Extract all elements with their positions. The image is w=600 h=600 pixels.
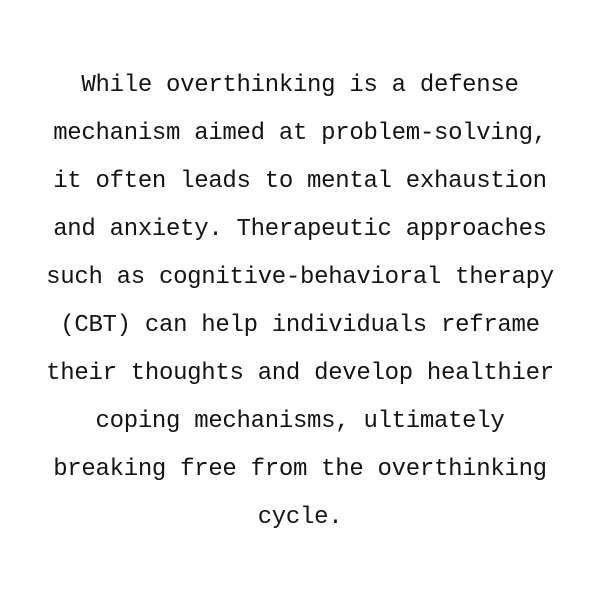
quote-text	[0, 62, 600, 542]
quote-line-4: and anxiety. Therapeutic approaches	[53, 216, 547, 243]
quote-line-9: breaking free from the overthinking	[53, 456, 547, 483]
quote-line-10: cycle.	[257, 504, 343, 531]
quote-line-1: While overthinking is a defense	[81, 72, 519, 99]
quote-line-2: mechanism aimed at problem-solving,	[53, 120, 547, 147]
quote-line-8: coping mechanisms, ultimately	[95, 408, 505, 435]
quote-line-3: it often leads to mental exhaustion	[53, 168, 547, 195]
quote-line-6: (CBT) can help individuals reframe	[60, 312, 540, 339]
quote-line-5: such as cognitive-behavioral therapy	[46, 264, 554, 291]
quote-line-7: their thoughts and develop healthier	[46, 360, 554, 387]
